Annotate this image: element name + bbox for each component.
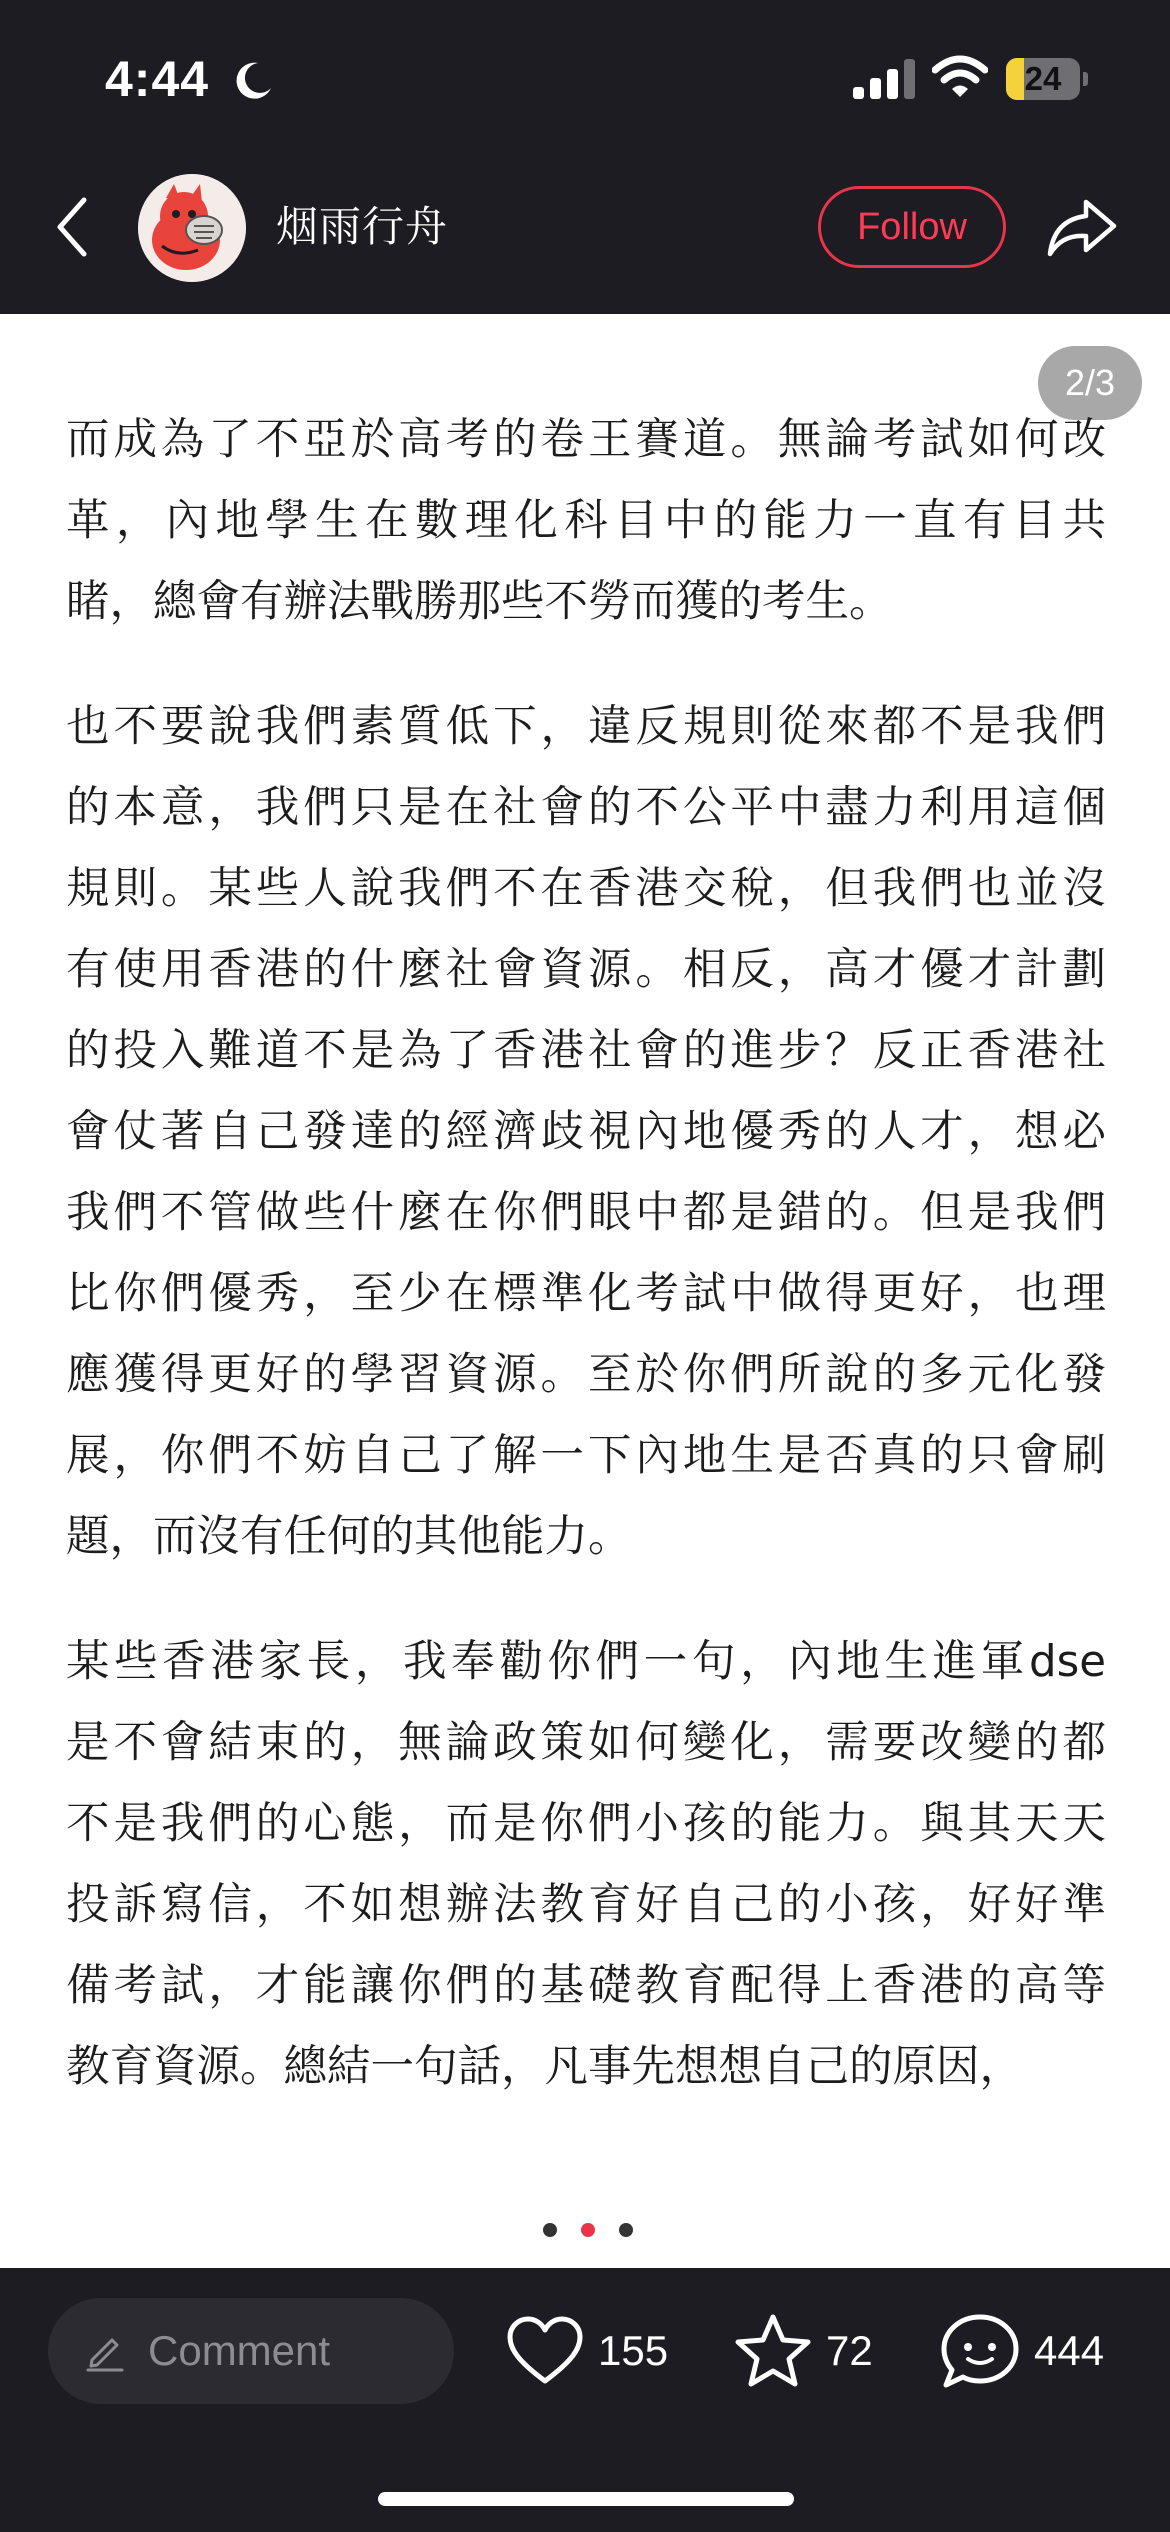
paragraph [66, 1622, 1106, 2108]
author-name[interactable]: 烟雨行舟 [276, 202, 449, 251]
text-line: 規則。某些人說我們不在香港交稅，但我們也並沒 [66, 864, 1106, 914]
text-line: 備考試，才能讓你們的基礎教育配得上香港的高等 [66, 1961, 1106, 2011]
carousel-dot-active[interactable] [581, 2223, 595, 2237]
star-icon [734, 2313, 812, 2389]
page-indicator: 2/3 [1038, 346, 1142, 420]
share-icon[interactable] [1046, 196, 1118, 260]
heart-icon [506, 2315, 584, 2387]
like-count: 155 [598, 2327, 669, 2374]
text-line: 比你們優秀，至少在標準化考試中做得更好，也理 [66, 1269, 1106, 1319]
favorite-button[interactable] [734, 2310, 873, 2392]
battery-level: 24 [1024, 60, 1062, 97]
text-line: 投訴寫信，不如想辦法教育好自己的小孩，好好準 [66, 1880, 1106, 1930]
avatar-illustration-icon [138, 174, 246, 282]
text-line: 而成為了不亞於高考的卷王賽道。無論考試如何改 [66, 415, 1106, 465]
cellular-signal-icon [853, 59, 915, 99]
pencil-icon [84, 2330, 126, 2372]
text-line: 題，而沒有任何的其他能力。 [66, 1512, 632, 1562]
battery-indicator [1006, 58, 1088, 100]
favorite-count: 72 [826, 2327, 873, 2374]
text-line: 是不會結束的，無論政策如何變化，需要改變的都 [66, 1718, 1106, 1768]
carousel-dots[interactable] [543, 2220, 633, 2240]
comment-input[interactable] [48, 2298, 454, 2404]
text-line: 睹，總會有辦法戰勝那些不勞而獲的考生。 [66, 577, 893, 627]
comments-button[interactable] [940, 2310, 1104, 2392]
follow-button[interactable]: Follow [818, 186, 1006, 268]
text-line: 會仗著自己發達的經濟歧視內地優秀的人才，想必 [66, 1107, 1106, 1157]
comment-placeholder: Comment [148, 2327, 331, 2374]
text-line: 我們不管做些什麼在你們眼中都是錯的。但是我們 [66, 1188, 1106, 1238]
carousel-dot[interactable] [619, 2223, 633, 2237]
status-time: 4:44 [105, 51, 210, 107]
text-line: 的投入難道不是為了香港社會的進步？反正香港社 [66, 1026, 1106, 1076]
moon-icon [232, 60, 274, 102]
article-body [66, 400, 1106, 2108]
comment-count: 444 [1034, 2327, 1105, 2374]
text-line: 革，內地學生在數理化科目中的能力一直有目共 [66, 496, 1106, 546]
like-button[interactable] [506, 2310, 668, 2392]
home-indicator[interactable] [378, 2492, 794, 2506]
text-line: 有使用香港的什麼社會資源。相反，高才優才計劃 [66, 945, 1106, 995]
text-line: 教育資源。總結一句話，凡事先想想自己的原因， [66, 2042, 1023, 2092]
text-line: 不是我們的心態，而是你們小孩的能力。與其天天 [66, 1799, 1106, 1849]
text-line: 某些香港家長，我奉勸你們一句，內地生進軍dse [66, 1637, 1106, 1687]
avatar[interactable] [138, 174, 246, 282]
text-line: 應獲得更好的學習資源。至於你們所說的多元化發 [66, 1350, 1106, 1400]
carousel-dot[interactable] [543, 2223, 557, 2237]
text-line: 的本意，我們只是在社會的不公平中盡力利用這個 [66, 783, 1106, 833]
wifi-icon [932, 54, 988, 100]
paragraph [66, 400, 1106, 643]
chevron-left-icon[interactable] [50, 194, 94, 260]
chat-bubble-icon [940, 2313, 1020, 2389]
text-line: 也不要說我們素質低下，違反規則從來都不是我們 [66, 702, 1106, 752]
paragraph [66, 687, 1106, 1578]
text-line: 展，你們不妨自己了解一下內地生是否真的只會刷 [66, 1431, 1106, 1481]
